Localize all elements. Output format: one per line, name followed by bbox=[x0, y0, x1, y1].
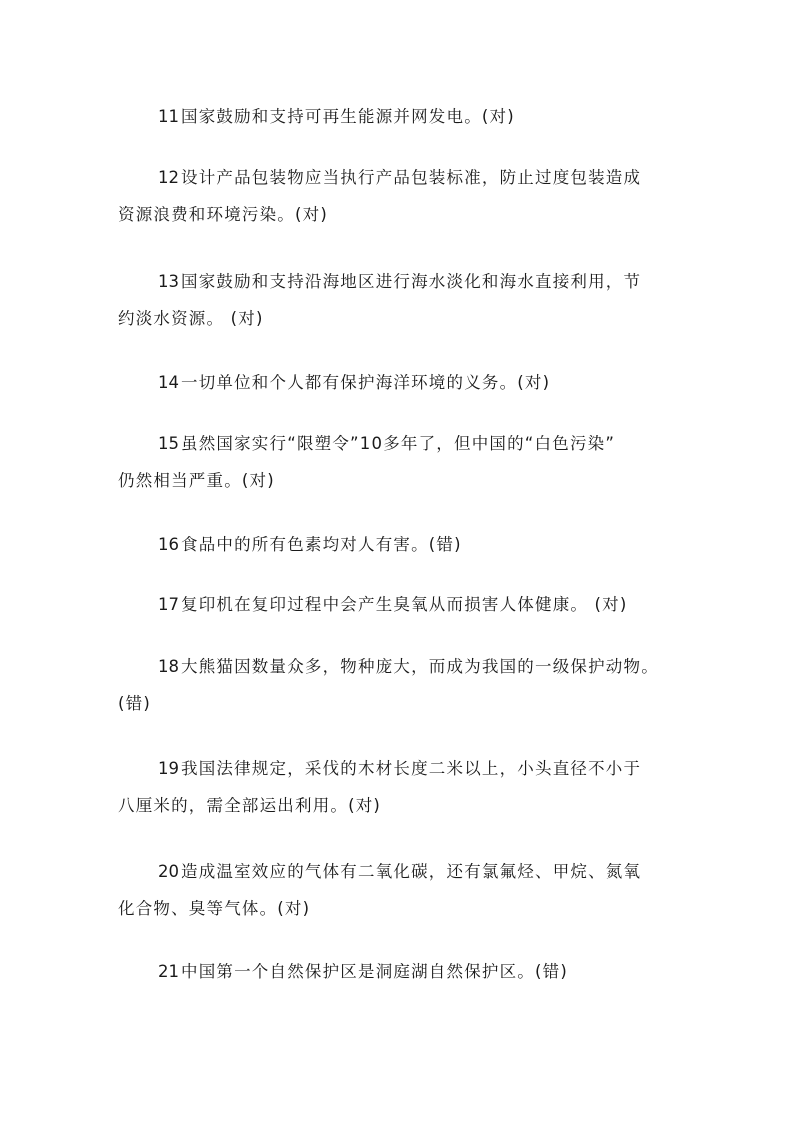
question-text: 设计产品包装物应当执行产品包装标准，防止过度包装造成 bbox=[181, 168, 642, 187]
question-text: 大熊猫因数量众多，物种庞大，而成为我国的一级保护动物。 bbox=[181, 657, 659, 676]
question-number: 20 bbox=[158, 862, 179, 881]
question-text-continued: 资源浪费和环境污染。(对) bbox=[118, 205, 328, 224]
question-21 bbox=[118, 953, 678, 990]
question-number: 15 bbox=[158, 434, 179, 453]
question-text: 国家鼓励和支持沿海地区进行海水淡化和海水直接利用，节 bbox=[181, 272, 642, 291]
question-number: 12 bbox=[158, 168, 179, 187]
question-text: 虽然国家实行“限塑令”10多年了，但中国的“白色污染” bbox=[181, 434, 616, 453]
question-number: 14 bbox=[158, 373, 179, 392]
question-12 bbox=[118, 159, 678, 233]
question-number: 18 bbox=[158, 657, 179, 676]
question-number: 19 bbox=[158, 759, 179, 778]
question-20 bbox=[118, 853, 678, 927]
question-text: 造成温室效应的气体有二氧化碳，还有氯氟烃、甲烷、氮氧 bbox=[181, 862, 642, 881]
question-17 bbox=[118, 586, 678, 623]
question-18 bbox=[118, 648, 678, 722]
question-text-continued: 约淡水资源。 (对) bbox=[118, 309, 264, 328]
question-19 bbox=[118, 750, 678, 824]
question-text: 食品中的所有色素均对人有害。(错) bbox=[181, 535, 462, 554]
question-text: 我国法律规定，采伐的木材长度二米以上，小头直径不小于 bbox=[181, 759, 642, 778]
question-text: 一切单位和个人都有保护海洋环境的义务。(对) bbox=[181, 373, 551, 392]
question-13 bbox=[118, 263, 678, 337]
question-14 bbox=[118, 364, 678, 401]
question-number: 11 bbox=[158, 107, 179, 126]
question-text: 中国第一个自然保护区是洞庭湖自然保护区。(错) bbox=[181, 962, 568, 981]
question-text-continued: 化合物、臭等气体。(对) bbox=[118, 899, 311, 918]
question-15 bbox=[118, 425, 678, 499]
question-text-continued: (错) bbox=[118, 694, 151, 713]
question-number: 16 bbox=[158, 535, 179, 554]
question-number: 13 bbox=[158, 272, 179, 291]
question-text: 国家鼓励和支持可再生能源并网发电。(对) bbox=[181, 107, 515, 126]
question-number: 17 bbox=[158, 595, 179, 614]
question-16 bbox=[118, 526, 678, 563]
question-11 bbox=[118, 98, 678, 135]
question-number: 21 bbox=[158, 962, 179, 981]
question-text: 复印机在复印过程中会产生臭氧从而损害人体健康。 (对) bbox=[181, 595, 628, 614]
question-text-continued: 八厘米的，需全部运出利用。(对) bbox=[118, 796, 382, 815]
question-text-continued: 仍然相当严重。(对) bbox=[118, 471, 275, 490]
